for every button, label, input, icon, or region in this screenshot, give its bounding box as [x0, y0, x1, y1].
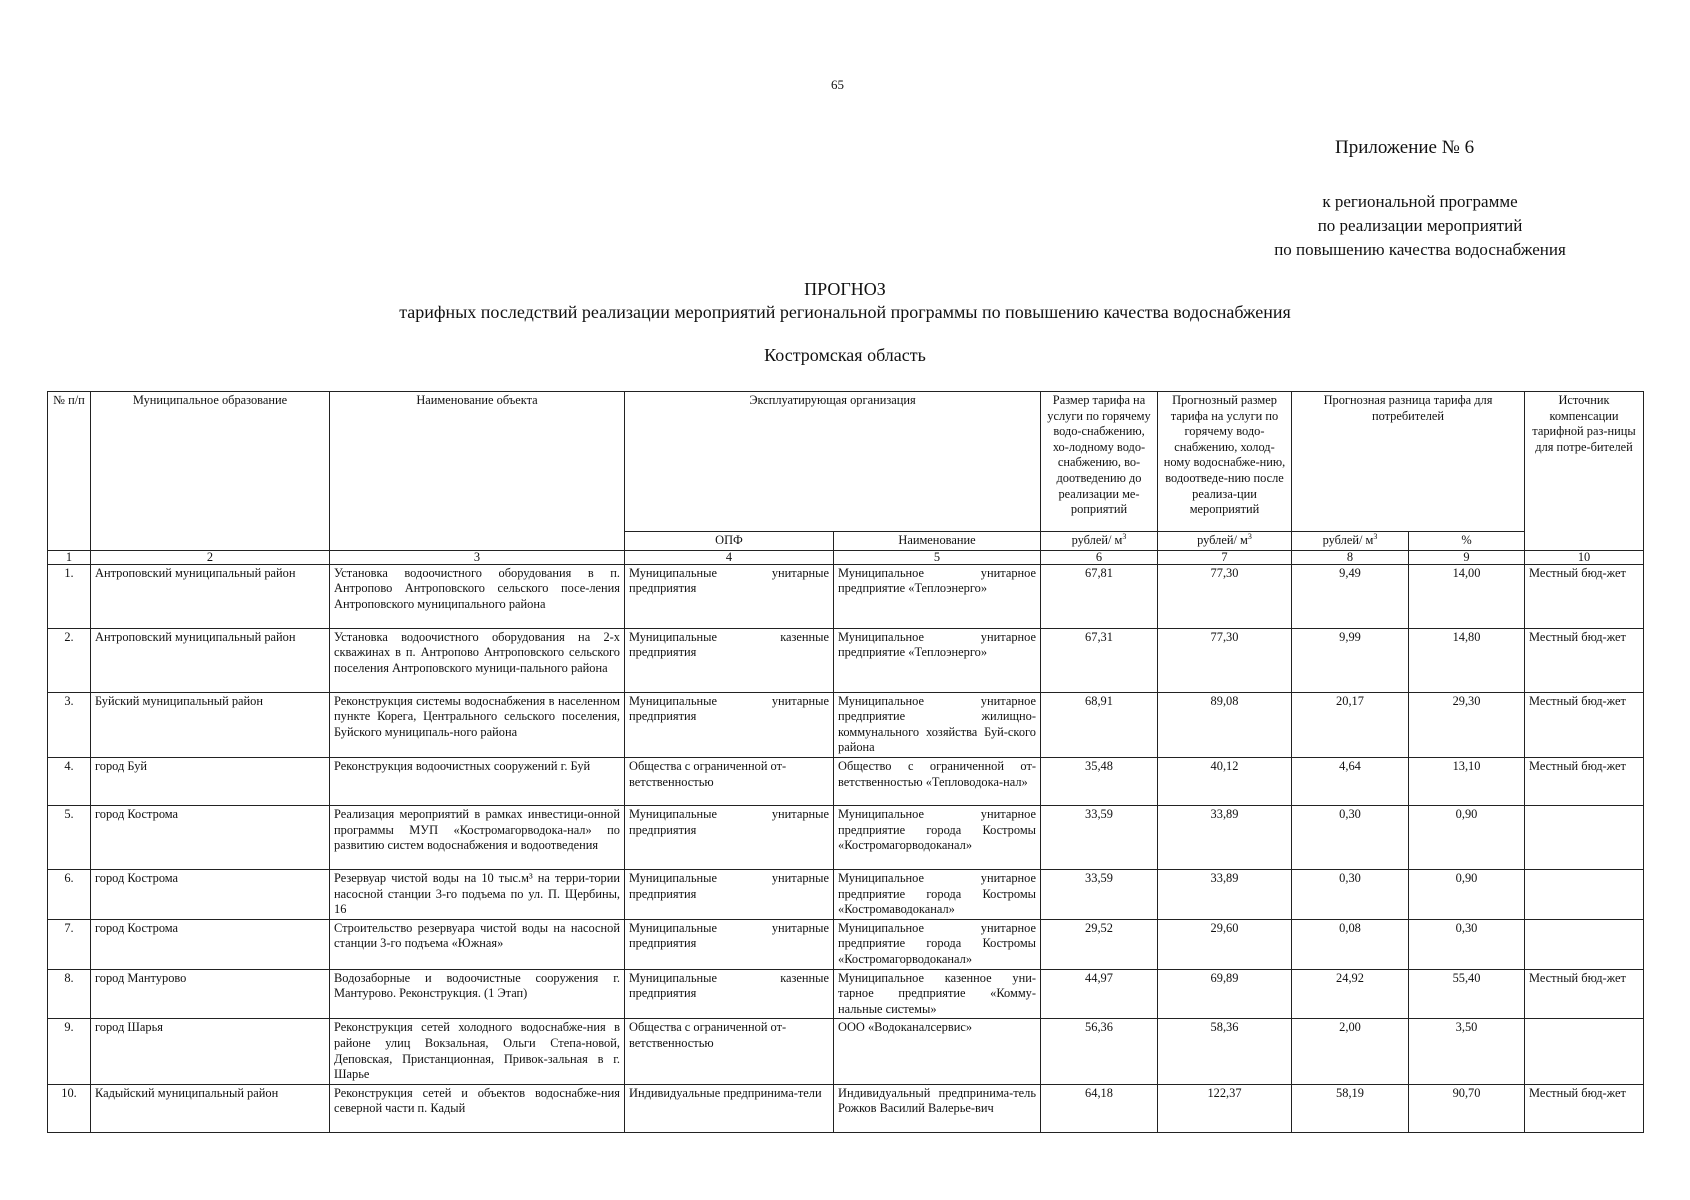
appendix-line: по повышению качества водоснабжения [1274, 240, 1566, 259]
opf-text: Общества с ограниченной от-ветственностью [629, 1020, 787, 1050]
opf-text: предприятия [629, 936, 697, 951]
opf-cell [625, 692, 834, 757]
object-cell: Реконструкция системы водоснабжения в населенном пункте Корега, Центрального сельского поселения, Буйского муниципаль-ного района [330, 692, 625, 757]
opf-word: унитарные [771, 565, 829, 580]
object-cell: Установка водоочистного оборудования в п. Антропово Антроповского сельского посе-ления Антроповского муниципального района [330, 564, 625, 628]
opf-cell [625, 757, 834, 805]
column-number: 8 [1292, 550, 1409, 564]
opf-word: унитарные [771, 693, 829, 708]
diff-rub-cell: 0,30 [1292, 805, 1409, 869]
source-cell: Местный бюд-жет [1525, 628, 1644, 692]
appendix-line: к региональной программе [1322, 192, 1518, 211]
object-cell: Реконструкция водоочистных сооружений г. Буй [330, 757, 625, 805]
header-object: Наименование объекта [330, 392, 625, 551]
header-unit-pct: % [1409, 532, 1525, 551]
header-municipality: Муниципальное образование [91, 392, 330, 551]
table-header-row [48, 392, 1644, 532]
column-number: 6 [1041, 550, 1158, 564]
opf-first-line [629, 694, 829, 710]
organization-cell: Общество с ограниченной от-ветственностью «Тепловодока-нал» [834, 757, 1041, 805]
opf-text: Общества с ограниченной от-ветственностью [629, 758, 787, 789]
diff-pct-cell: 0,90 [1409, 869, 1525, 919]
municipality-cell: город Кострома [91, 869, 330, 919]
tariff-after-cell: 58,36 [1158, 1019, 1292, 1084]
tariff-before-cell: 64,18 [1041, 1084, 1158, 1132]
column-number: 3 [330, 550, 625, 564]
opf-text: предприятия [629, 645, 697, 660]
municipality-cell: город Буй [91, 757, 330, 805]
opf-cell [625, 628, 834, 692]
tariff-after-cell: 40,12 [1158, 757, 1292, 805]
row-number: 10. [48, 1084, 91, 1132]
appendix-line: по реализации мероприятий [1317, 216, 1523, 235]
table-row [48, 564, 1644, 628]
source-cell [1525, 805, 1644, 869]
opf-text: предприятия [629, 581, 697, 596]
diff-pct-cell: 29,30 [1409, 692, 1525, 757]
header-opf: ОПФ [625, 532, 834, 551]
tariff-before-cell: 44,97 [1041, 969, 1158, 1019]
appendix-title: Приложение № 6 [1335, 137, 1475, 158]
object-cell: Реконструкция сетей холодного водоснабже-ния в районе улиц Вокзальная, Ольги Степа-новой, Деповская, Пристанционная, Привок-зальная в г. Шарье [330, 1019, 625, 1084]
diff-pct-cell: 90,70 [1409, 1084, 1525, 1132]
opf-first-line [629, 921, 829, 937]
opf-word: унитарные [771, 806, 829, 821]
table-row [48, 1084, 1644, 1132]
diff-pct-cell: 14,80 [1409, 628, 1525, 692]
source-cell [1525, 919, 1644, 969]
source-cell: Местный бюд-жет [1525, 969, 1644, 1019]
opf-text: предприятия [629, 822, 697, 837]
municipality-cell: город Кострома [91, 919, 330, 969]
diff-rub-cell: 20,17 [1292, 692, 1409, 757]
diff-rub-cell: 24,92 [1292, 969, 1409, 1019]
diff-pct-cell: 14,00 [1409, 564, 1525, 628]
opf-first-line [629, 971, 829, 987]
municipality-cell: город Мантурово [91, 969, 330, 1019]
object-cell: Реализация мероприятий в рамках инвестици-онной программы МУП «Костромагорводока-нал» по развитию систем водоснабжения и водоотведения [330, 805, 625, 869]
object-cell: Установка водоочистного оборудования на 2-х скважинах в п. Антропово Антроповского сельского поселения Антроповского муници-пального района [330, 628, 625, 692]
municipality-cell: Буйский муниципальный район [91, 692, 330, 757]
opf-word: унитарные [771, 870, 829, 885]
opf-word: Муниципальные [629, 565, 717, 580]
opf-cell [625, 969, 834, 1019]
opf-text: Индивидуальные предпринима-тели [629, 1085, 822, 1100]
opf-cell [625, 919, 834, 969]
page-number: 65 [831, 77, 844, 92]
tariff-after-cell: 89,08 [1158, 692, 1292, 757]
table-row [48, 869, 1644, 919]
diff-rub-cell: 9,49 [1292, 564, 1409, 628]
organization-cell: Муниципальное казенное уни-тарное предприятие «Комму-нальные системы» [834, 969, 1041, 1019]
header-operator: Эксплуатирующая организация [625, 392, 1041, 532]
opf-first-line [629, 630, 829, 646]
opf-word: Муниципальные [629, 970, 717, 985]
source-cell [1525, 1019, 1644, 1084]
object-cell: Резервуар чистой воды на 10 тыс.м³ на терри-тории насосной станции 3-го подъема по ул. П. Щербины, 16 [330, 869, 625, 919]
tariff-after-cell: 33,89 [1158, 869, 1292, 919]
opf-cell [625, 1019, 834, 1084]
tariff-before-cell: 29,52 [1041, 919, 1158, 969]
header-tariff-before: Размер тарифа на услуги по горячему водо-снабжению, хо-лодному водо-снабжению, во-доотведению до реализации ме-роприятий [1041, 392, 1158, 532]
row-number: 2. [48, 628, 91, 692]
opf-cell [625, 805, 834, 869]
appendix-subtitle [1245, 190, 1595, 262]
organization-cell: Муниципальное унитарное предприятие города Костромы «Костромагорводоканал» [834, 919, 1041, 969]
table-row [48, 1019, 1644, 1084]
row-number: 8. [48, 969, 91, 1019]
opf-text: предприятия [629, 886, 697, 901]
row-number: 4. [48, 757, 91, 805]
tariff-after-cell: 122,37 [1158, 1084, 1292, 1132]
source-cell: Местный бюд-жет [1525, 757, 1644, 805]
tariff-before-cell: 68,91 [1041, 692, 1158, 757]
document-subtitle: тарифных последствий реализации мероприятий региональной программы по повышению качества водоснабжения [399, 302, 1291, 322]
object-cell: Строительство резервуара чистой воды на насосной станции 3-го подъема «Южная» [330, 919, 625, 969]
tariff-before-cell: 56,36 [1041, 1019, 1158, 1084]
tariff-after-cell: 69,89 [1158, 969, 1292, 1019]
tariff-after-cell: 77,30 [1158, 564, 1292, 628]
object-cell: Водозаборные и водоочистные сооружения г. Мантурово. Реконструкция. (1 Этап) [330, 969, 625, 1019]
row-number: 6. [48, 869, 91, 919]
diff-pct-cell: 0,90 [1409, 805, 1525, 869]
column-number: 7 [1158, 550, 1292, 564]
municipality-cell: город Шарья [91, 1019, 330, 1084]
organization-cell: Индивидуальный предпринима-тель Рожков Василий Валерье-вич [834, 1084, 1041, 1132]
opf-text: предприятия [629, 709, 697, 724]
column-number: 5 [834, 550, 1041, 564]
opf-first-line [629, 871, 829, 887]
table-row [48, 805, 1644, 869]
opf-word: Муниципальные [629, 870, 717, 885]
document-title: ПРОГНОЗ [804, 279, 886, 299]
diff-pct-cell: 13,10 [1409, 757, 1525, 805]
header-org-name: Наименование [834, 532, 1041, 551]
table-row [48, 628, 1644, 692]
organization-cell: Муниципальное унитарное предприятие «Теплоэнерго» [834, 564, 1041, 628]
row-number: 3. [48, 692, 91, 757]
diff-rub-cell: 9,99 [1292, 628, 1409, 692]
diff-rub-cell: 2,00 [1292, 1019, 1409, 1084]
source-cell: Местный бюд-жет [1525, 692, 1644, 757]
header-no: № п/п [48, 392, 91, 551]
tariff-after-cell: 33,89 [1158, 805, 1292, 869]
header-source: Источник компенсации тарифной раз-ницы для потре-бителей [1525, 392, 1644, 551]
tariff-after-cell: 29,60 [1158, 919, 1292, 969]
municipality-cell: город Кострома [91, 805, 330, 869]
table-row [48, 692, 1644, 757]
organization-cell: Муниципальное унитарное предприятие «Теплоэнерго» [834, 628, 1041, 692]
tariff-before-cell: 33,59 [1041, 869, 1158, 919]
source-cell [1525, 869, 1644, 919]
table-row [48, 969, 1644, 1019]
table-body [48, 564, 1644, 1132]
tariff-before-cell: 67,81 [1041, 564, 1158, 628]
diff-rub-cell: 4,64 [1292, 757, 1409, 805]
diff-pct-cell: 55,40 [1409, 969, 1525, 1019]
tariff-before-cell: 33,59 [1041, 805, 1158, 869]
opf-word: казенные [780, 970, 829, 985]
municipality-cell: Кадыйский муниципальный район [91, 1084, 330, 1132]
municipality-cell: Антроповский муниципальный район [91, 564, 330, 628]
tariff-after-cell: 77,30 [1158, 628, 1292, 692]
row-number: 1. [48, 564, 91, 628]
table-row [48, 919, 1644, 969]
organization-cell: Муниципальное унитарное предприятие города Костромы «Костромаводоканал» [834, 869, 1041, 919]
diff-pct-cell: 0,30 [1409, 919, 1525, 969]
opf-word: Муниципальные [629, 629, 717, 644]
diff-pct-cell: 3,50 [1409, 1019, 1525, 1084]
opf-word: казенные [780, 629, 829, 644]
column-number-row [48, 550, 1644, 564]
column-number: 1 [48, 550, 91, 564]
opf-word: Муниципальные [629, 920, 717, 935]
region-name: Костромская область [764, 345, 926, 365]
header-unit-diff: рублей/ $м^3$ [1292, 532, 1409, 551]
column-number: 10 [1525, 550, 1644, 564]
opf-word: унитарные [771, 920, 829, 935]
opf-cell [625, 869, 834, 919]
forecast-table [47, 391, 1644, 1133]
opf-word: Муниципальные [629, 693, 717, 708]
opf-cell [625, 564, 834, 628]
opf-first-line [629, 807, 829, 823]
municipality-cell: Антроповский муниципальный район [91, 628, 330, 692]
column-number: 2 [91, 550, 330, 564]
column-number: 9 [1409, 550, 1525, 564]
opf-text: предприятия [629, 986, 697, 1001]
opf-cell [625, 1084, 834, 1132]
table-row [48, 757, 1644, 805]
header-tariff-after: Прогнозный размер тарифа на услуги по горячему водо-снабжению, холод-ному водоснабже-нию, водоотведе-нию после реализа-ции мероприятий [1158, 392, 1292, 532]
source-cell: Местный бюд-жет [1525, 564, 1644, 628]
row-number: 7. [48, 919, 91, 969]
diff-rub-cell: 0,30 [1292, 869, 1409, 919]
organization-cell: ООО «Водоканалсервис» [834, 1019, 1041, 1084]
header-tariff-diff: Прогнозная разница тарифа для потребителей [1292, 392, 1525, 532]
tariff-before-cell: 67,31 [1041, 628, 1158, 692]
organization-cell: Муниципальное унитарное предприятие города Костромы «Костромагорводоканал» [834, 805, 1041, 869]
column-number: 4 [625, 550, 834, 564]
row-number: 9. [48, 1019, 91, 1084]
row-number: 5. [48, 805, 91, 869]
opf-word: Муниципальные [629, 806, 717, 821]
opf-first-line [629, 566, 829, 582]
source-cell: Местный бюд-жет [1525, 1084, 1644, 1132]
header-unit-after: рублей/ $м^3$ [1158, 532, 1292, 551]
diff-rub-cell: 58,19 [1292, 1084, 1409, 1132]
organization-cell: Муниципальное унитарное предприятие жилищно-коммунального хозяйства Буй-ского района [834, 692, 1041, 757]
header-unit-before: рублей/ $м^3$ [1041, 532, 1158, 551]
object-cell: Реконструкция сетей и объектов водоснабже-ния северной части п. Кадый [330, 1084, 625, 1132]
diff-rub-cell: 0,08 [1292, 919, 1409, 969]
tariff-before-cell: 35,48 [1041, 757, 1158, 805]
